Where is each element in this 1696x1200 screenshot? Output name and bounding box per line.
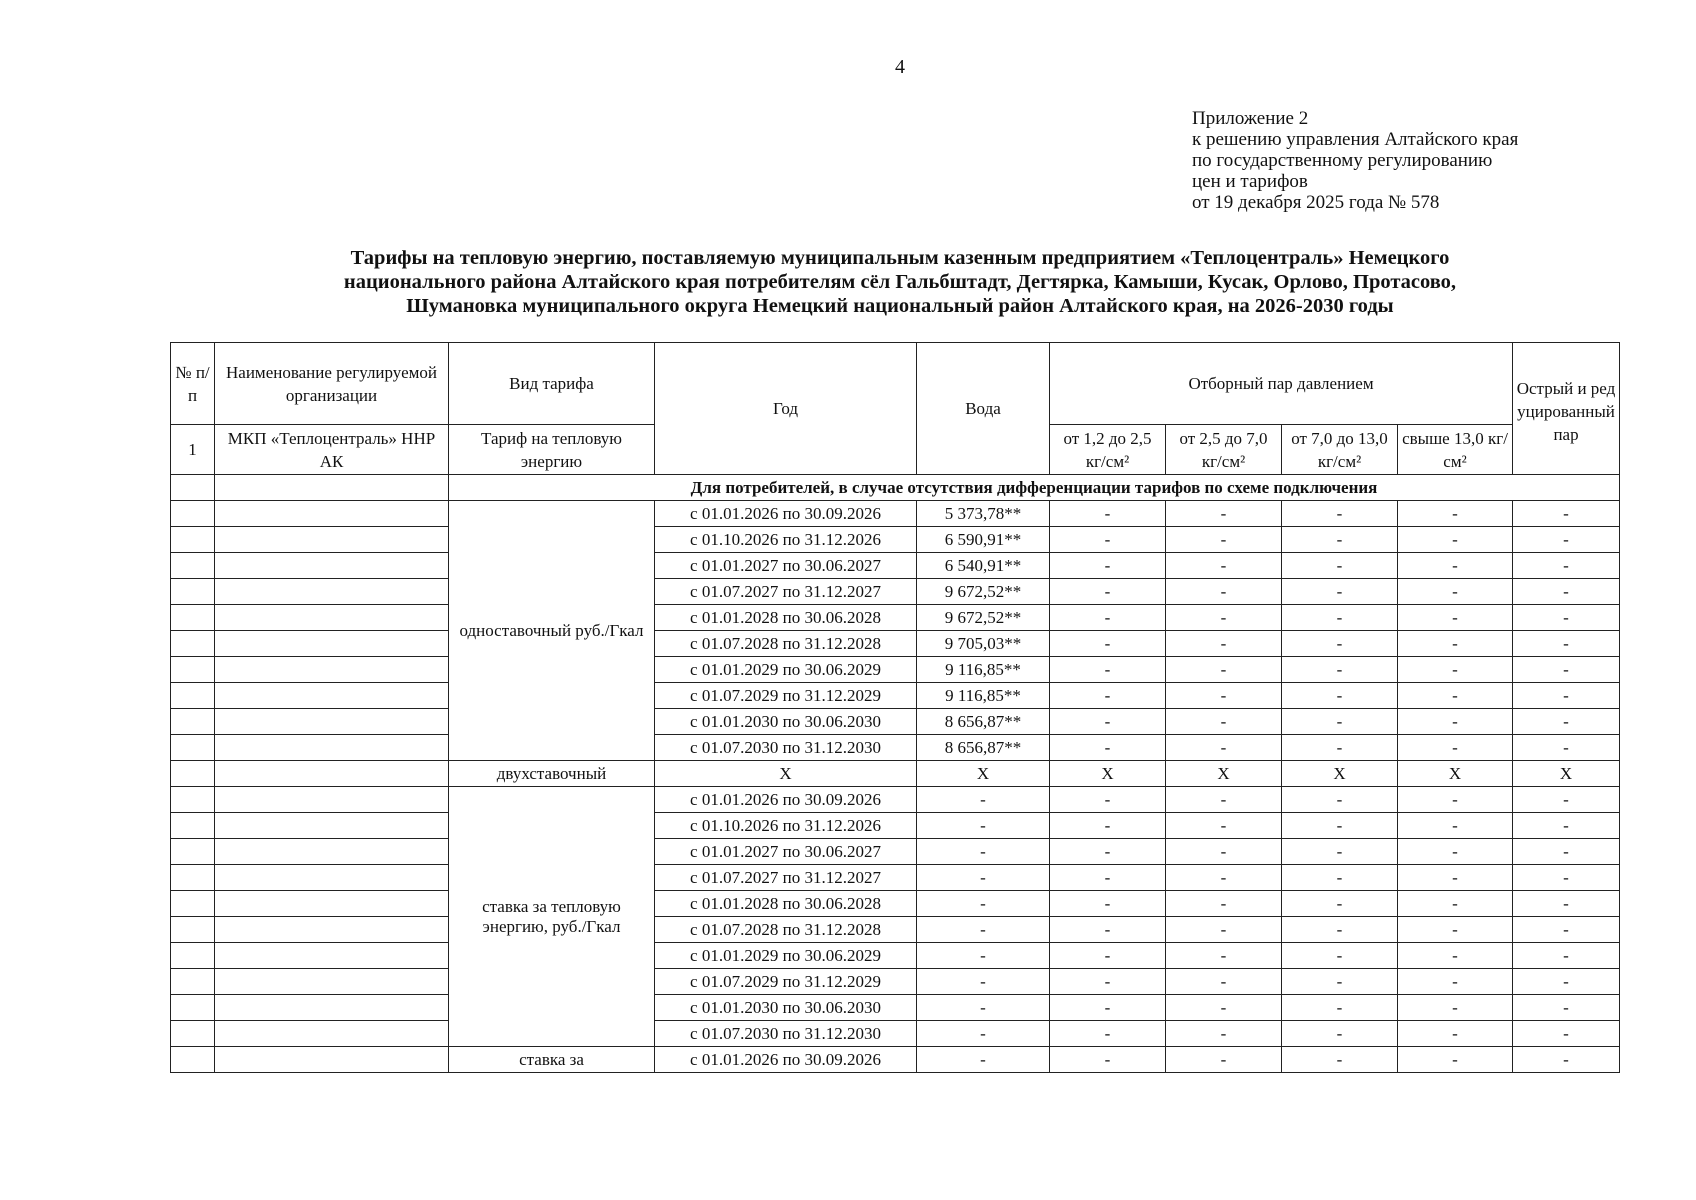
empty-cell [171, 865, 215, 891]
period-cell: с 01.01.2027 по 30.06.2027 [655, 839, 917, 865]
dash-cell: - [1050, 683, 1166, 709]
table-row [171, 527, 1620, 553]
dash-cell: - [1398, 865, 1513, 891]
empty-cell [215, 579, 449, 605]
table-row [171, 917, 1620, 943]
dash-cell: - [917, 917, 1050, 943]
dash-cell: - [1050, 995, 1166, 1021]
appendix-line: Приложение 2 [1192, 108, 1309, 129]
period-cell: с 01.07.2028 по 31.12.2028 [655, 917, 917, 943]
dash-cell: - [1398, 657, 1513, 683]
empty-cell [215, 1021, 449, 1047]
empty-cell [215, 917, 449, 943]
dash-cell: - [1282, 917, 1398, 943]
empty-cell [171, 709, 215, 735]
empty-cell [215, 995, 449, 1021]
empty-cell [171, 1021, 215, 1047]
table-row [171, 657, 1620, 683]
dash-cell: - [1282, 969, 1398, 995]
table-row [171, 735, 1620, 761]
dash-cell: - [1050, 891, 1166, 917]
dash-cell: - [1513, 865, 1620, 891]
dash-cell: - [1050, 631, 1166, 657]
dash-cell: - [1398, 631, 1513, 657]
dash-cell: - [1398, 943, 1513, 969]
dash-cell: - [917, 865, 1050, 891]
dash-cell: - [1166, 865, 1282, 891]
dash-cell: - [1166, 917, 1282, 943]
dash-cell: - [1282, 657, 1398, 683]
dash-cell: - [1513, 995, 1620, 1021]
period-cell: с 01.07.2030 по 31.12.2030 [655, 735, 917, 761]
dash-cell: - [1398, 917, 1513, 943]
period-cell: с 01.07.2028 по 31.12.2028 [655, 631, 917, 657]
dash-cell: - [917, 1021, 1050, 1047]
empty-cell [215, 943, 449, 969]
water-cell: 9 672,52** [917, 579, 1050, 605]
empty-cell [171, 995, 215, 1021]
dash-cell: - [1282, 553, 1398, 579]
empty-cell [171, 891, 215, 917]
empty-cell [215, 839, 449, 865]
dash-cell: - [1166, 501, 1282, 527]
period-cell: с 01.01.2030 по 30.06.2030 [655, 709, 917, 735]
dash-cell: - [1282, 605, 1398, 631]
dash-cell: - [1398, 839, 1513, 865]
page-number: 4 [895, 56, 905, 78]
dash-cell: - [1166, 787, 1282, 813]
empty-cell [171, 787, 215, 813]
dash-cell: - [1282, 813, 1398, 839]
dash-cell: - [1050, 579, 1166, 605]
empty-cell [171, 943, 215, 969]
empty-cell [171, 969, 215, 995]
empty-cell [215, 709, 449, 735]
empty-cell [171, 683, 215, 709]
dash-cell: - [917, 1047, 1050, 1073]
group-two-rate: двухставочный [449, 761, 655, 787]
empty-cell [171, 501, 215, 527]
period-cell: с 01.01.2029 по 30.06.2029 [655, 657, 917, 683]
x-cell: Х [655, 761, 917, 787]
header-tariff-type: Вид тарифа [449, 343, 655, 425]
table-row [171, 1021, 1620, 1047]
header-water: Вода [917, 343, 1050, 475]
water-cell: 9 705,03** [917, 631, 1050, 657]
x-cell: Х [1513, 761, 1620, 787]
dash-cell: - [1282, 1047, 1398, 1073]
dash-cell: - [1282, 1021, 1398, 1047]
dash-cell: - [1282, 735, 1398, 761]
water-cell: 5 373,78** [917, 501, 1050, 527]
table-row [171, 709, 1620, 735]
dash-cell: - [1398, 709, 1513, 735]
period-cell: с 01.01.2026 по 30.09.2026 [655, 1047, 917, 1073]
dash-cell: - [1050, 865, 1166, 891]
group-energy-rate: ставка за тепловую энергию, руб./Гкал [449, 787, 655, 1047]
dash-cell: - [1513, 605, 1620, 631]
dash-cell: - [1166, 553, 1282, 579]
dash-cell: - [1513, 579, 1620, 605]
dash-cell: - [1166, 891, 1282, 917]
empty-cell [215, 605, 449, 631]
water-cell: 9 116,85** [917, 657, 1050, 683]
dash-cell: - [1050, 813, 1166, 839]
x-cell: Х [917, 761, 1050, 787]
empty-cell [171, 527, 215, 553]
dash-cell: - [1282, 683, 1398, 709]
water-cell: 6 540,91** [917, 553, 1050, 579]
dash-cell: - [1398, 969, 1513, 995]
dash-cell: - [1166, 1047, 1282, 1073]
period-cell: с 01.07.2029 по 31.12.2029 [655, 683, 917, 709]
dash-cell: - [1398, 683, 1513, 709]
appendix-line: от 19 декабря 2025 года № 578 [1192, 192, 1440, 213]
table-row [171, 605, 1620, 631]
table-row [171, 683, 1620, 709]
dash-cell: - [1513, 917, 1620, 943]
period-cell: с 01.07.2027 по 31.12.2027 [655, 865, 917, 891]
table-row [171, 839, 1620, 865]
water-cell: 8 656,87** [917, 735, 1050, 761]
dash-cell: - [1398, 787, 1513, 813]
dash-cell: - [1166, 657, 1282, 683]
subheader-empty-cell [171, 475, 215, 501]
x-cell: Х [1398, 761, 1513, 787]
empty-cell [215, 969, 449, 995]
empty-cell [215, 1047, 449, 1073]
dash-cell: - [1398, 1021, 1513, 1047]
period-cell: с 01.01.2028 по 30.06.2028 [655, 605, 917, 631]
water-cell: 9 672,52** [917, 605, 1050, 631]
empty-cell [171, 631, 215, 657]
table-row [171, 1047, 1620, 1073]
dash-cell: - [1166, 631, 1282, 657]
empty-cell [215, 735, 449, 761]
empty-cell [171, 761, 215, 787]
empty-cell [215, 553, 449, 579]
subheader-empty-cell [215, 475, 449, 501]
dash-cell: - [1513, 1021, 1620, 1047]
appendix-block [1192, 108, 1518, 213]
table-row [171, 553, 1620, 579]
dash-cell: - [1166, 579, 1282, 605]
dash-cell: - [1398, 735, 1513, 761]
period-cell: с 01.07.2030 по 31.12.2030 [655, 1021, 917, 1047]
dash-cell: - [1513, 839, 1620, 865]
dash-cell: - [1282, 579, 1398, 605]
period-cell: с 01.07.2029 по 31.12.2029 [655, 969, 917, 995]
dash-cell: - [1050, 1047, 1166, 1073]
header-pressure-1: от 1,2 до 2,5 кг/см² [1050, 425, 1166, 475]
header-organization: Наименование регулируемой организации [215, 343, 449, 425]
x-cell: Х [1282, 761, 1398, 787]
dash-cell: - [1050, 735, 1166, 761]
table-row [171, 501, 1620, 527]
empty-cell [215, 891, 449, 917]
dash-cell: - [1513, 527, 1620, 553]
table-row [171, 579, 1620, 605]
dash-cell: - [917, 995, 1050, 1021]
tariffs-table [170, 342, 1620, 1073]
period-cell: с 01.01.2030 по 30.06.2030 [655, 995, 917, 1021]
dash-cell: - [1050, 943, 1166, 969]
dash-cell: - [1398, 579, 1513, 605]
dash-cell: - [1166, 839, 1282, 865]
group-single-rate: одноставочный руб./Гкал [449, 501, 655, 761]
empty-cell [215, 787, 449, 813]
dash-cell: - [1282, 709, 1398, 735]
dash-cell: - [917, 891, 1050, 917]
header-num: № п/п [171, 343, 215, 425]
dash-cell: - [1166, 969, 1282, 995]
dash-cell: - [1513, 553, 1620, 579]
dash-cell: - [1050, 969, 1166, 995]
empty-cell [215, 683, 449, 709]
org-row-num: 1 [171, 425, 215, 475]
dash-cell: - [1513, 709, 1620, 735]
dash-cell: - [917, 839, 1050, 865]
empty-cell [215, 527, 449, 553]
dash-cell: - [1513, 683, 1620, 709]
dash-cell: - [1513, 735, 1620, 761]
dash-cell: - [1166, 995, 1282, 1021]
header-sharp-steam: Острый и редуцированный пар [1513, 343, 1620, 475]
dash-cell: - [1166, 605, 1282, 631]
appendix-line: цен и тарифов [1192, 171, 1308, 192]
dash-cell: - [1050, 605, 1166, 631]
dash-cell: - [1513, 657, 1620, 683]
x-cell: Х [1050, 761, 1166, 787]
dash-cell: - [1398, 553, 1513, 579]
table-row [171, 787, 1620, 813]
dash-cell: - [1398, 1047, 1513, 1073]
dash-cell: - [1282, 865, 1398, 891]
empty-cell [171, 813, 215, 839]
dash-cell: - [917, 943, 1050, 969]
dash-cell: - [1513, 787, 1620, 813]
dash-cell: - [1282, 995, 1398, 1021]
dash-cell: - [917, 787, 1050, 813]
table-row [171, 891, 1620, 917]
dash-cell: - [1050, 787, 1166, 813]
title-line: национального района Алтайского края потребителям сёл Гальбштадт, Дегтярка, Камыши, Кусак, Орлово, Протасово, [343, 271, 1457, 293]
empty-cell [215, 501, 449, 527]
header-selected-steam: Отборный пар давлением [1050, 343, 1513, 425]
dash-cell: - [1050, 657, 1166, 683]
dash-cell: - [1050, 917, 1166, 943]
dash-cell: - [1166, 683, 1282, 709]
dash-cell: - [1513, 813, 1620, 839]
dash-cell: - [1050, 527, 1166, 553]
empty-cell [171, 1047, 215, 1073]
empty-cell [171, 657, 215, 683]
table-row [171, 761, 1620, 787]
empty-cell [171, 735, 215, 761]
appendix-line: к решению управления Алтайского края [1192, 129, 1519, 150]
subheader-row: Для потребителей, в случае отсутствия дифференциации тарифов по схеме подключения [449, 475, 1620, 501]
water-cell: 6 590,91** [917, 527, 1050, 553]
dash-cell: - [1282, 891, 1398, 917]
table-row [171, 969, 1620, 995]
period-cell: с 01.01.2026 по 30.09.2026 [655, 501, 917, 527]
dash-cell: - [1282, 943, 1398, 969]
empty-cell [171, 553, 215, 579]
empty-cell [215, 761, 449, 787]
x-cell: Х [1166, 761, 1282, 787]
empty-cell [171, 605, 215, 631]
water-cell: 9 116,85** [917, 683, 1050, 709]
empty-cell [171, 917, 215, 943]
dash-cell: - [1282, 787, 1398, 813]
dash-cell: - [1282, 527, 1398, 553]
dash-cell: - [1050, 839, 1166, 865]
period-cell: с 01.10.2026 по 31.12.2026 [655, 527, 917, 553]
dash-cell: - [1166, 709, 1282, 735]
dash-cell: - [1282, 631, 1398, 657]
header-pressure-2: от 2,5 до 7,0 кг/см² [1166, 425, 1282, 475]
dash-cell: - [1398, 501, 1513, 527]
dash-cell: - [1513, 969, 1620, 995]
period-cell: с 01.01.2029 по 30.06.2029 [655, 943, 917, 969]
table-row [171, 943, 1620, 969]
group-rate-for: ставка за [449, 1047, 655, 1073]
dash-cell: - [1513, 501, 1620, 527]
org-row-tariff: Тариф на тепловую энергию [449, 425, 655, 475]
water-cell: 8 656,87** [917, 709, 1050, 735]
dash-cell: - [917, 813, 1050, 839]
empty-cell [215, 631, 449, 657]
dash-cell: - [1166, 813, 1282, 839]
period-cell: с 01.07.2027 по 31.12.2027 [655, 579, 917, 605]
dash-cell: - [1050, 501, 1166, 527]
dash-cell: - [1166, 1021, 1282, 1047]
period-cell: с 01.01.2027 по 30.06.2027 [655, 553, 917, 579]
title-line: Тарифы на тепловую энергию, поставляемую муниципальным казенным предприятием «Теплоцентраль» Немецкого [350, 247, 1450, 269]
header-pressure-3: от 7,0 до 13,0 кг/см² [1282, 425, 1398, 475]
dash-cell: - [1398, 995, 1513, 1021]
empty-cell [215, 657, 449, 683]
dash-cell: - [1166, 943, 1282, 969]
empty-cell [171, 579, 215, 605]
dash-cell: - [1398, 891, 1513, 917]
dash-cell: - [1050, 709, 1166, 735]
org-row-name: МКП «Теплоцентраль» ННР АК [215, 425, 449, 475]
dash-cell: - [1513, 943, 1620, 969]
empty-cell [215, 865, 449, 891]
dash-cell: - [1282, 501, 1398, 527]
appendix-line: по государственному регулированию [1192, 150, 1493, 171]
dash-cell: - [1513, 631, 1620, 657]
period-cell: с 01.01.2028 по 30.06.2028 [655, 891, 917, 917]
dash-cell: - [917, 969, 1050, 995]
empty-cell [171, 839, 215, 865]
dash-cell: - [1166, 735, 1282, 761]
period-cell: с 01.10.2026 по 31.12.2026 [655, 813, 917, 839]
title-line: Шумановка муниципального округа Немецкий национальный район Алтайского края, на 2026-2030 годы [406, 295, 1394, 317]
header-pressure-4: свыше 13,0 кг/см² [1398, 425, 1513, 475]
dash-cell: - [1398, 527, 1513, 553]
dash-cell: - [1398, 813, 1513, 839]
dash-cell: - [1282, 839, 1398, 865]
table-row [171, 995, 1620, 1021]
dash-cell: - [1513, 1047, 1620, 1073]
dash-cell: - [1050, 553, 1166, 579]
table-row [171, 865, 1620, 891]
table-row [171, 631, 1620, 657]
period-cell: с 01.01.2026 по 30.09.2026 [655, 787, 917, 813]
document-title [175, 246, 1625, 318]
dash-cell: - [1398, 605, 1513, 631]
dash-cell: - [1513, 891, 1620, 917]
header-year: Год [655, 343, 917, 475]
table-row [171, 813, 1620, 839]
empty-cell [215, 813, 449, 839]
dash-cell: - [1050, 1021, 1166, 1047]
dash-cell: - [1166, 527, 1282, 553]
